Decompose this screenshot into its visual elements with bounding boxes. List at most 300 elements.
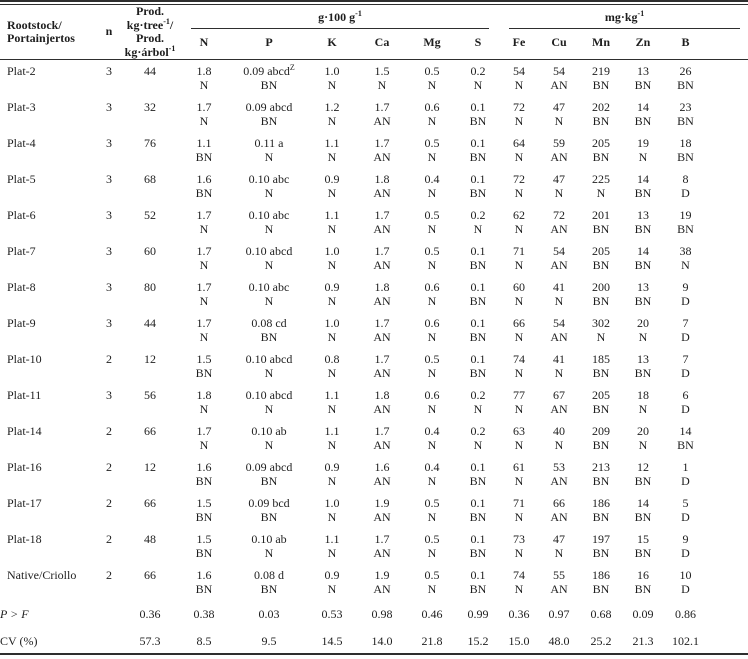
row-spacer [708, 240, 748, 276]
cell-value: 0.5 [424, 136, 440, 150]
cell-value: 0.1 [470, 352, 486, 366]
cell-Mg [407, 348, 457, 384]
cell-status: N [473, 437, 483, 452]
cell-value: 26 [679, 64, 692, 78]
cell-Cu [539, 456, 579, 492]
cell-status: BN [677, 113, 694, 128]
cell-status: BN [260, 77, 278, 92]
cell-value: 7 [682, 316, 689, 330]
cell-value: 0.9 [324, 280, 340, 294]
row-spacer [708, 60, 748, 97]
cell-prod: 12 [144, 460, 156, 474]
cell-K [307, 564, 357, 600]
cell-Zn [623, 240, 663, 276]
header-col-S: S [474, 34, 482, 49]
footer-prod-value: 0.36 [139, 607, 161, 621]
cell-prod: 66 [144, 568, 156, 582]
cell-status: BN [469, 365, 487, 380]
cell-value: 1.1 [324, 136, 340, 150]
cell-Mn [579, 240, 623, 276]
row-spacer [708, 492, 748, 528]
cell-status: D [681, 185, 690, 200]
cell-K [307, 168, 357, 204]
cell-Fe [499, 276, 539, 312]
footer-value: 0.03 [258, 607, 280, 621]
cell-value: 1.7 [374, 100, 390, 114]
cell-K [307, 240, 357, 276]
cell-P [231, 60, 307, 97]
row-label: Plat-16 [7, 460, 42, 474]
table-row [0, 204, 748, 240]
cell-value: 23 [679, 100, 692, 114]
cell-N [177, 204, 231, 240]
cell-P [231, 348, 307, 384]
cell-value: 1.6 [196, 568, 212, 582]
cell-status: N [327, 401, 337, 416]
cell-status: BN [592, 293, 610, 308]
cell-value: 19 [637, 136, 649, 150]
header-rootstock [0, 5, 95, 60]
cell-Mn [579, 60, 623, 97]
cell-status: N [514, 581, 524, 596]
cell-value: 1.7 [374, 532, 390, 546]
cell-Mn [579, 420, 623, 456]
cell-value: 0.1 [470, 316, 486, 330]
cell-status: N [199, 329, 209, 344]
row-spacer [708, 132, 748, 168]
cell-status: N [199, 401, 209, 416]
cell-status: BN [195, 581, 213, 596]
table-row [0, 96, 748, 132]
cell-value: 13 [637, 64, 649, 78]
cell-status: AN [550, 473, 568, 488]
table-row [0, 564, 748, 600]
cell-status: N [327, 113, 337, 128]
cell-status: N [514, 545, 524, 560]
cell-value: 66 [553, 496, 565, 510]
cell-value: 1.8 [196, 64, 212, 78]
cell-value: 71 [513, 496, 525, 510]
cell-value: 186 [592, 496, 610, 510]
row-cv [0, 627, 748, 655]
cell-value: 41 [553, 352, 565, 366]
cell-status: AN [373, 257, 391, 272]
cell-P [231, 492, 307, 528]
cell-Zn [623, 492, 663, 528]
cell-K [307, 528, 357, 564]
footer-value: 0.97 [548, 607, 570, 621]
cell-Zn [623, 528, 663, 564]
cell-prod: 32 [144, 100, 156, 114]
cell-B [663, 348, 708, 384]
cell-Cu [539, 384, 579, 420]
cell-S [457, 528, 499, 564]
cell-value: 60 [513, 280, 525, 294]
header-col-K: K [327, 34, 337, 49]
cell-N [177, 348, 231, 384]
cell-value: 19 [679, 208, 692, 222]
row-spacer [708, 348, 748, 384]
cell-status: N [327, 257, 337, 272]
cell-Mn [579, 168, 623, 204]
cell-Cu [539, 132, 579, 168]
cell-S [457, 420, 499, 456]
cell-B [663, 420, 708, 456]
footer-value: 21.8 [421, 633, 443, 648]
cell-value: 0.9 [324, 460, 340, 474]
cell-Cu [539, 168, 579, 204]
cell-value: 1.1 [324, 424, 340, 438]
cell-status: N [554, 365, 564, 380]
cell-value: 1.6 [196, 172, 212, 186]
cell-Mn [579, 312, 623, 348]
cell-value: 71 [513, 244, 525, 258]
footer-value: 102.1 [672, 633, 699, 648]
cell-status: AN [550, 257, 568, 272]
cell-N [177, 168, 231, 204]
cell-value: 6 [682, 388, 689, 402]
cell-status: BN [634, 365, 652, 380]
cell-S [457, 492, 499, 528]
cell-Mg [407, 276, 457, 312]
cell-K [307, 132, 357, 168]
cell-status: AN [550, 401, 568, 416]
cell-value: 0.4 [424, 460, 440, 474]
cell-n: 2 [106, 532, 112, 546]
cell-Fe [499, 528, 539, 564]
cell-status: N [427, 293, 437, 308]
cell-status: BN [260, 329, 278, 344]
cell-status: BN [592, 545, 610, 560]
cell-Ca [357, 240, 407, 276]
cell-status: BN [677, 437, 694, 452]
cell-status: N [264, 437, 274, 452]
cell-status: N [514, 401, 524, 416]
cell-status: N [199, 221, 209, 236]
cell-value: 0.2 [470, 388, 486, 402]
cell-P [231, 168, 307, 204]
cell-value: 14 [637, 496, 649, 510]
cell-status: N [638, 329, 648, 344]
cell-B [663, 132, 708, 168]
header-n: n [105, 24, 113, 39]
cell-Mn [579, 384, 623, 420]
cell-value: 1.7 [196, 100, 212, 114]
cell-value: 0.09 abcd [245, 460, 293, 474]
cell-value: 1.7 [374, 352, 390, 366]
cell-B [663, 276, 708, 312]
footer-value: 0.98 [371, 607, 393, 621]
cell-status: N [264, 401, 274, 416]
cell-value: 54 [553, 316, 565, 330]
footer-empty-n [95, 600, 123, 627]
table-header [0, 5, 748, 60]
cell-value: 10 [679, 568, 692, 582]
cell-value: 13 [637, 352, 649, 366]
cell-status: N [427, 473, 437, 488]
cell-Mg [407, 96, 457, 132]
cell-N [177, 420, 231, 456]
cell-status: BN [260, 113, 278, 128]
cell-P [231, 528, 307, 564]
cell-value: 0.09 abcd [245, 100, 293, 114]
cell-S [457, 384, 499, 420]
cell-status: N [199, 293, 209, 308]
cell-status: N [327, 365, 337, 380]
row-spacer [708, 420, 748, 456]
cell-S [457, 564, 499, 600]
cell-value: 0.5 [424, 352, 440, 366]
cell-B [663, 564, 708, 600]
cell-status: BN [634, 113, 652, 128]
header-col-B: B [681, 34, 690, 49]
table-row [0, 132, 748, 168]
cell-S [457, 240, 499, 276]
cell-value: 1.7 [374, 316, 390, 330]
cell-status: BN [677, 149, 694, 164]
cell-K [307, 60, 357, 97]
table-row [0, 168, 748, 204]
cell-status: N [638, 401, 648, 416]
cell-value: 7 [682, 352, 689, 366]
cell-status: D [681, 293, 690, 308]
cell-value: 1.8 [374, 172, 390, 186]
nutrient-concentration-table [0, 4, 748, 655]
cell-status: N [427, 77, 437, 92]
cell-status: BN [260, 581, 278, 596]
cell-value: 200 [592, 280, 610, 294]
cell-status: N [327, 329, 337, 344]
cell-value: 0.4 [424, 424, 440, 438]
footer-value: 9.5 [261, 633, 277, 648]
cell-status: N [427, 257, 437, 272]
cell-value: 40 [553, 424, 565, 438]
footer-value: 14.5 [321, 633, 343, 648]
row-label: Plat-11 [7, 388, 42, 402]
cell-status: N [638, 437, 648, 452]
cell-value: 1.7 [374, 136, 390, 150]
cell-value: 1.8 [374, 388, 390, 402]
cell-B [663, 240, 708, 276]
cell-status: AN [373, 437, 391, 452]
cell-status: N [264, 365, 274, 380]
row-spacer [708, 528, 748, 564]
cell-status: AN [373, 365, 391, 380]
row-spacer [708, 384, 748, 420]
cell-value: 0.2 [470, 208, 486, 222]
header-col-Cu: Cu [551, 34, 567, 49]
row-label: Plat-4 [7, 136, 36, 150]
cell-status: BN [195, 365, 213, 380]
cell-value: 54 [553, 244, 565, 258]
cell-status: AN [373, 293, 391, 308]
cell-status: BN [195, 185, 213, 200]
header-row-groups [0, 5, 748, 30]
cell-Zn [623, 420, 663, 456]
cell-value: 67 [553, 388, 565, 402]
cell-n: 3 [106, 208, 112, 222]
header-prod-line: Prod. [135, 31, 165, 45]
header-col-Zn: Zn [635, 34, 651, 49]
cell-value: 0.1 [470, 136, 486, 150]
cell-status: N [327, 185, 337, 200]
cell-Ca [357, 528, 407, 564]
cell-value: 1.2 [324, 100, 340, 114]
cell-value: 0.10 ab [251, 424, 287, 438]
cell-Fe [499, 240, 539, 276]
cell-status: N [327, 581, 337, 596]
cell-status: AN [373, 149, 391, 164]
cell-value: 0.10 abcd [245, 352, 293, 366]
cell-status: BN [634, 293, 652, 308]
cell-value: 0.08 cd [251, 316, 287, 330]
footer-value: 25.2 [590, 633, 612, 648]
cell-N [177, 240, 231, 276]
cell-status: BN [469, 113, 487, 128]
cell-status: N [554, 437, 564, 452]
cell-Mg [407, 60, 457, 97]
cell-value: 15 [637, 532, 649, 546]
cell-Ca [357, 312, 407, 348]
cell-Mg [407, 420, 457, 456]
cell-value: 13 [637, 208, 649, 222]
table-row [0, 492, 748, 528]
cell-status: D [681, 365, 690, 380]
cell-value: 1.7 [196, 424, 212, 438]
cell-Fe [499, 204, 539, 240]
cell-status: N [514, 365, 524, 380]
footer-label: P > F [0, 607, 29, 621]
cell-status: N [514, 113, 524, 128]
footer-value: 0.46 [421, 607, 443, 621]
row-spacer [708, 627, 748, 655]
cell-N [177, 132, 231, 168]
cell-Ca [357, 60, 407, 97]
cell-value: 1.0 [324, 244, 340, 258]
cell-Fe [499, 312, 539, 348]
cell-value: 1.1 [324, 208, 340, 222]
cell-Cu [539, 204, 579, 240]
cell-status: BN [592, 365, 610, 380]
cell-S [457, 276, 499, 312]
cell-Cu [539, 276, 579, 312]
cell-value: 1.5 [196, 532, 212, 546]
cell-value: 0.5 [424, 64, 440, 78]
cell-value: 14 [679, 424, 692, 438]
cell-Zn [623, 348, 663, 384]
cell-Fe [499, 60, 539, 97]
cell-Mg [407, 132, 457, 168]
cell-Cu [539, 312, 579, 348]
cell-N [177, 456, 231, 492]
cell-value: 0.1 [470, 532, 486, 546]
cell-prod: 76 [144, 136, 156, 150]
cell-status: D [681, 545, 690, 560]
cell-n: 2 [106, 352, 112, 366]
cell-value: 0.6 [424, 388, 440, 402]
cell-Mg [407, 528, 457, 564]
group-unit-label: g·100 $g^{-1}$ [191, 11, 489, 29]
header-prod-line: kg·tree$^{-1}$/ [126, 16, 174, 32]
cell-status: N [327, 437, 337, 452]
cell-S [457, 348, 499, 384]
cell-status: N [427, 365, 437, 380]
cell-value: 1.0 [324, 64, 340, 78]
cell-value: 54 [553, 64, 565, 78]
cell-status: BN [469, 257, 487, 272]
header-col-Mg: Mg [423, 34, 441, 49]
cell-value: 0.09 abcd$^Z$ [243, 63, 295, 78]
cell-status: BN [634, 221, 652, 236]
cell-status: N [514, 293, 524, 308]
cell-status: BN [592, 401, 610, 416]
cell-status: BN [469, 545, 487, 560]
cell-Mg [407, 384, 457, 420]
cell-value: 0.6 [424, 316, 440, 330]
cell-Mg [407, 456, 457, 492]
cell-Fe [499, 456, 539, 492]
cell-status: N [199, 257, 209, 272]
cell-value: 225 [592, 172, 610, 186]
cell-Cu [539, 492, 579, 528]
cell-value: 1.0 [324, 496, 340, 510]
cell-B [663, 492, 708, 528]
cell-value: 14 [637, 172, 649, 186]
cell-status: N [554, 293, 564, 308]
cell-status: N [554, 185, 564, 200]
cell-Mn [579, 96, 623, 132]
cell-value: 1.8 [374, 280, 390, 294]
cell-status: N [327, 149, 337, 164]
cell-P [231, 96, 307, 132]
header-col-Mn: Mn [592, 34, 610, 49]
cell-Zn [623, 168, 663, 204]
cell-value: 59 [553, 136, 565, 150]
table-row [0, 528, 748, 564]
cell-Mg [407, 564, 457, 600]
cell-status: BN [469, 509, 487, 524]
cell-status: BN [195, 509, 213, 524]
cell-value: 205 [592, 136, 610, 150]
cell-value: 0.10 abc [248, 280, 290, 294]
cell-value: 213 [592, 460, 610, 474]
cell-Zn [623, 456, 663, 492]
cell-value: 0.10 ab [251, 532, 287, 546]
cell-Zn [623, 276, 663, 312]
cell-value: 38 [679, 244, 692, 258]
cell-Mn [579, 564, 623, 600]
cell-Zn [623, 312, 663, 348]
cell-value: 185 [592, 352, 610, 366]
cell-value: 0.11 a [254, 136, 284, 150]
cell-value: 1.1 [324, 388, 340, 402]
cell-status: N [596, 329, 606, 344]
cell-Ca [357, 276, 407, 312]
cell-value: 0.5 [424, 568, 440, 582]
cell-Ca [357, 204, 407, 240]
cell-status: AN [373, 509, 391, 524]
cell-value: 20 [637, 424, 649, 438]
cell-Zn [623, 60, 663, 97]
footer-value: 0.86 [675, 607, 696, 621]
cell-Ca [357, 132, 407, 168]
cell-value: 1.5 [196, 496, 212, 510]
cell-status: AN [550, 509, 568, 524]
cell-n: 3 [106, 100, 112, 114]
cell-Fe [499, 564, 539, 600]
cell-status: N [473, 77, 483, 92]
cell-status: N [427, 545, 437, 560]
